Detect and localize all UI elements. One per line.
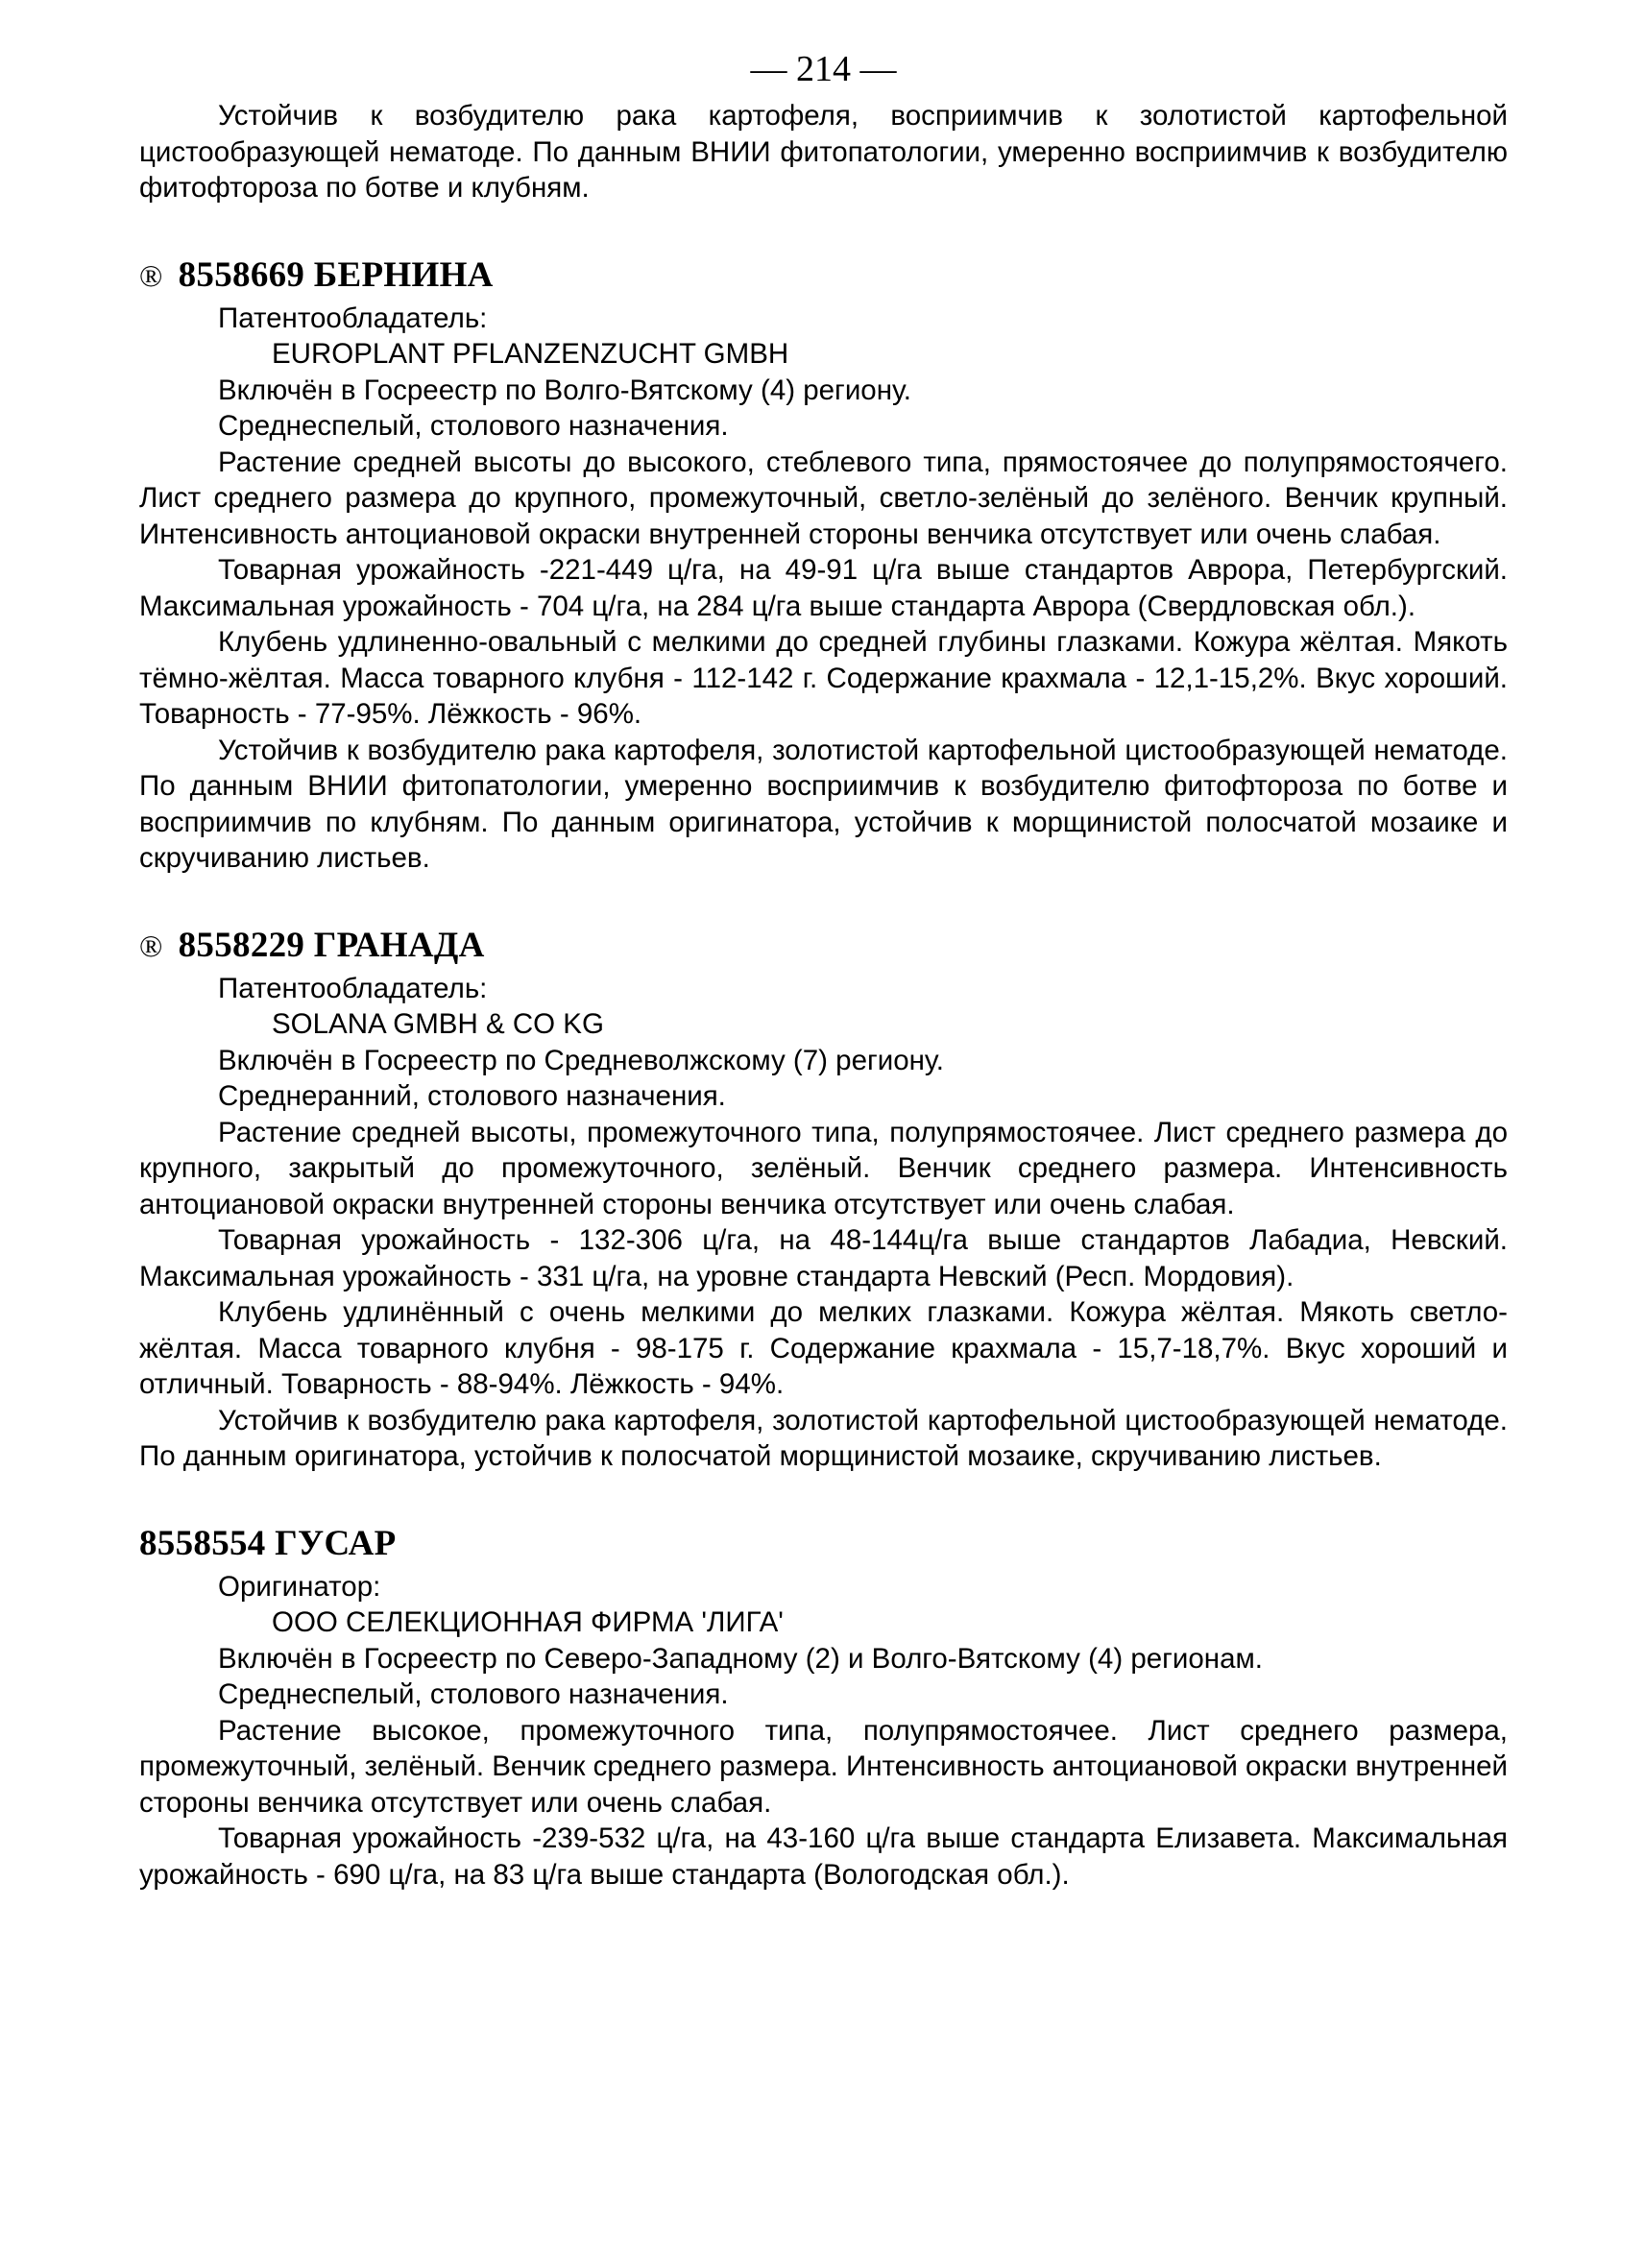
variety-title: 8558229 ГРАНАДА — [178, 925, 485, 965]
maturity-line: Среднеспелый, столового назначения. — [218, 1678, 729, 1710]
variety-heading — [139, 1523, 1508, 1565]
region-line: Включён в Госреестр по Волго-Вятскому (4) региону. — [218, 374, 911, 406]
variety-entry — [139, 254, 1508, 877]
maturity-line: Среднеранний, столового назначения. — [218, 1080, 726, 1112]
intro-paragraph: Устойчив к возбудителю рака картофеля, восприимчив к золотистой картофельной цистообразующей нематоде. По данным ВНИИ фитопатологии, умеренно восприимчив к возбудителю фитофтороза по ботве и клубням. — [139, 100, 1508, 204]
variety-heading — [139, 925, 1508, 967]
yield-paragraph: Товарная урожайность -239-532 ц/га, на 43-160 ц/га выше стандарта Елизавета. Максимальная урожайность - 690 ц/га, на 83 ц/га выше стандарта (Вологодская обл.). — [139, 1822, 1508, 1891]
tuber-paragraph: Клубень удлинённый с очень мелкими до мелких глазками. Кожура жёлтая. Мякоть светло-жёлтая. Масса товарного клубня - 98-175 г. Содержание крахмала - 15,7-18,7%. Вкус хороший и отличный. Товарность - 88-94%. Лёжкость - 94%. — [139, 1296, 1508, 1400]
yield-paragraph: Товарная урожайность -221-449 ц/га, на 49-91 ц/га выше стандартов Аврора, Петербургский. Максимальная урожайность - 704 ц/га, на 284 ц/га выше стандарта Аврора (Свердловская обл.). — [139, 554, 1508, 622]
yield-paragraph: Товарная урожайность - 132-306 ц/га, на 48-144ц/га выше стандартов Лабадиа, Невский. Максимальная урожайность - 331 ц/га, на уровне стандарта Невский (Респ. Мордовия). — [139, 1224, 1508, 1292]
resistance-paragraph: Устойчив к возбудителю рака картофеля, золотистой картофельной цистообразующей нематоде. По данным оригинатора, устойчив к полосчатой морщинистой мозаике, скручиванию листьев. — [139, 1404, 1508, 1472]
region-line: Включён в Госреестр по Северо-Западному (2) и Волго-Вятскому (4) регионам. — [218, 1642, 1263, 1675]
originator-label: Оригинатор: — [218, 1570, 381, 1603]
variety-entry — [139, 1523, 1508, 1894]
variety-entry — [139, 925, 1508, 1475]
registered-mark-icon: ® — [139, 257, 163, 293]
description-paragraph: Растение высокое, промежуточного типа, полупрямостоячее. Лист среднего размера, промежуточный, зелёный. Венчик среднего размера. Интенсивность антоциановой окраски внутренней стороны венчика отсутствует или очень слабая. — [139, 1714, 1508, 1819]
maturity-line: Среднеспелый, столового назначения. — [218, 410, 729, 442]
owner-label: Патентообладатель: — [218, 302, 488, 334]
region-line: Включён в Госреестр по Средневолжскому (7) региону. — [218, 1044, 944, 1076]
owner-name: EUROPLANT PFLANZENZUCHT GMBH — [272, 338, 789, 370]
description-paragraph: Растение средней высоты, промежуточного типа, полупрямостоячее. Лист среднего размера до крупного, закрытый до промежуточного, зелёный. Венчик среднего размера. Интенсивность антоциановой окраски внутренней стороны венчика отсутствует или очень слабая. — [139, 1116, 1508, 1220]
document-page — [139, 46, 1508, 1893]
description-paragraph: Растение средней высоты до высокого, стеблевого типа, прямостоячее до полупрямостоячего. Лист среднего размера до крупного, промежуточный, светло-зелёный до зелёного. Венчик крупный. Интенсивность антоциановой окраски внутренней стороны венчика отсутствует или очень слабая. — [139, 446, 1508, 550]
owner-label: Патентообладатель: — [218, 972, 488, 1004]
variety-title: 8558669 БЕРНИНА — [178, 254, 494, 295]
variety-heading — [139, 254, 1508, 297]
variety-title: 8558554 ГУСАР — [139, 1523, 397, 1563]
page-number: — 214 — — [750, 49, 897, 89]
registered-mark-icon: ® — [139, 928, 163, 963]
owner-name: SOLANA GMBH & CO KG — [272, 1008, 604, 1040]
resistance-paragraph: Устойчив к возбудителю рака картофеля, золотистой картофельной цистообразующей нематоде. По данным ВНИИ фитопатологии, умеренно восприимчив к возбудителю фитофтороза по ботве и восприимчив по клубням. По данным оригинатора, устойчив к морщинистой полосчатой мозаике и скручиванию листьев. — [139, 734, 1508, 874]
originator-name: ООО СЕЛЕКЦИОННАЯ ФИРМА 'ЛИГА' — [272, 1606, 784, 1638]
tuber-paragraph: Клубень удлиненно-овальный с мелкими до средней глубины глазками. Кожура жёлтая. Мякоть тёмно-жёлтая. Масса товарного клубня - 112-142 г. Содержание крахмала - 12,1-15,2%. Вкус хороший. Товарность - 77-95%. Лёжкость - 96%. — [139, 626, 1508, 730]
